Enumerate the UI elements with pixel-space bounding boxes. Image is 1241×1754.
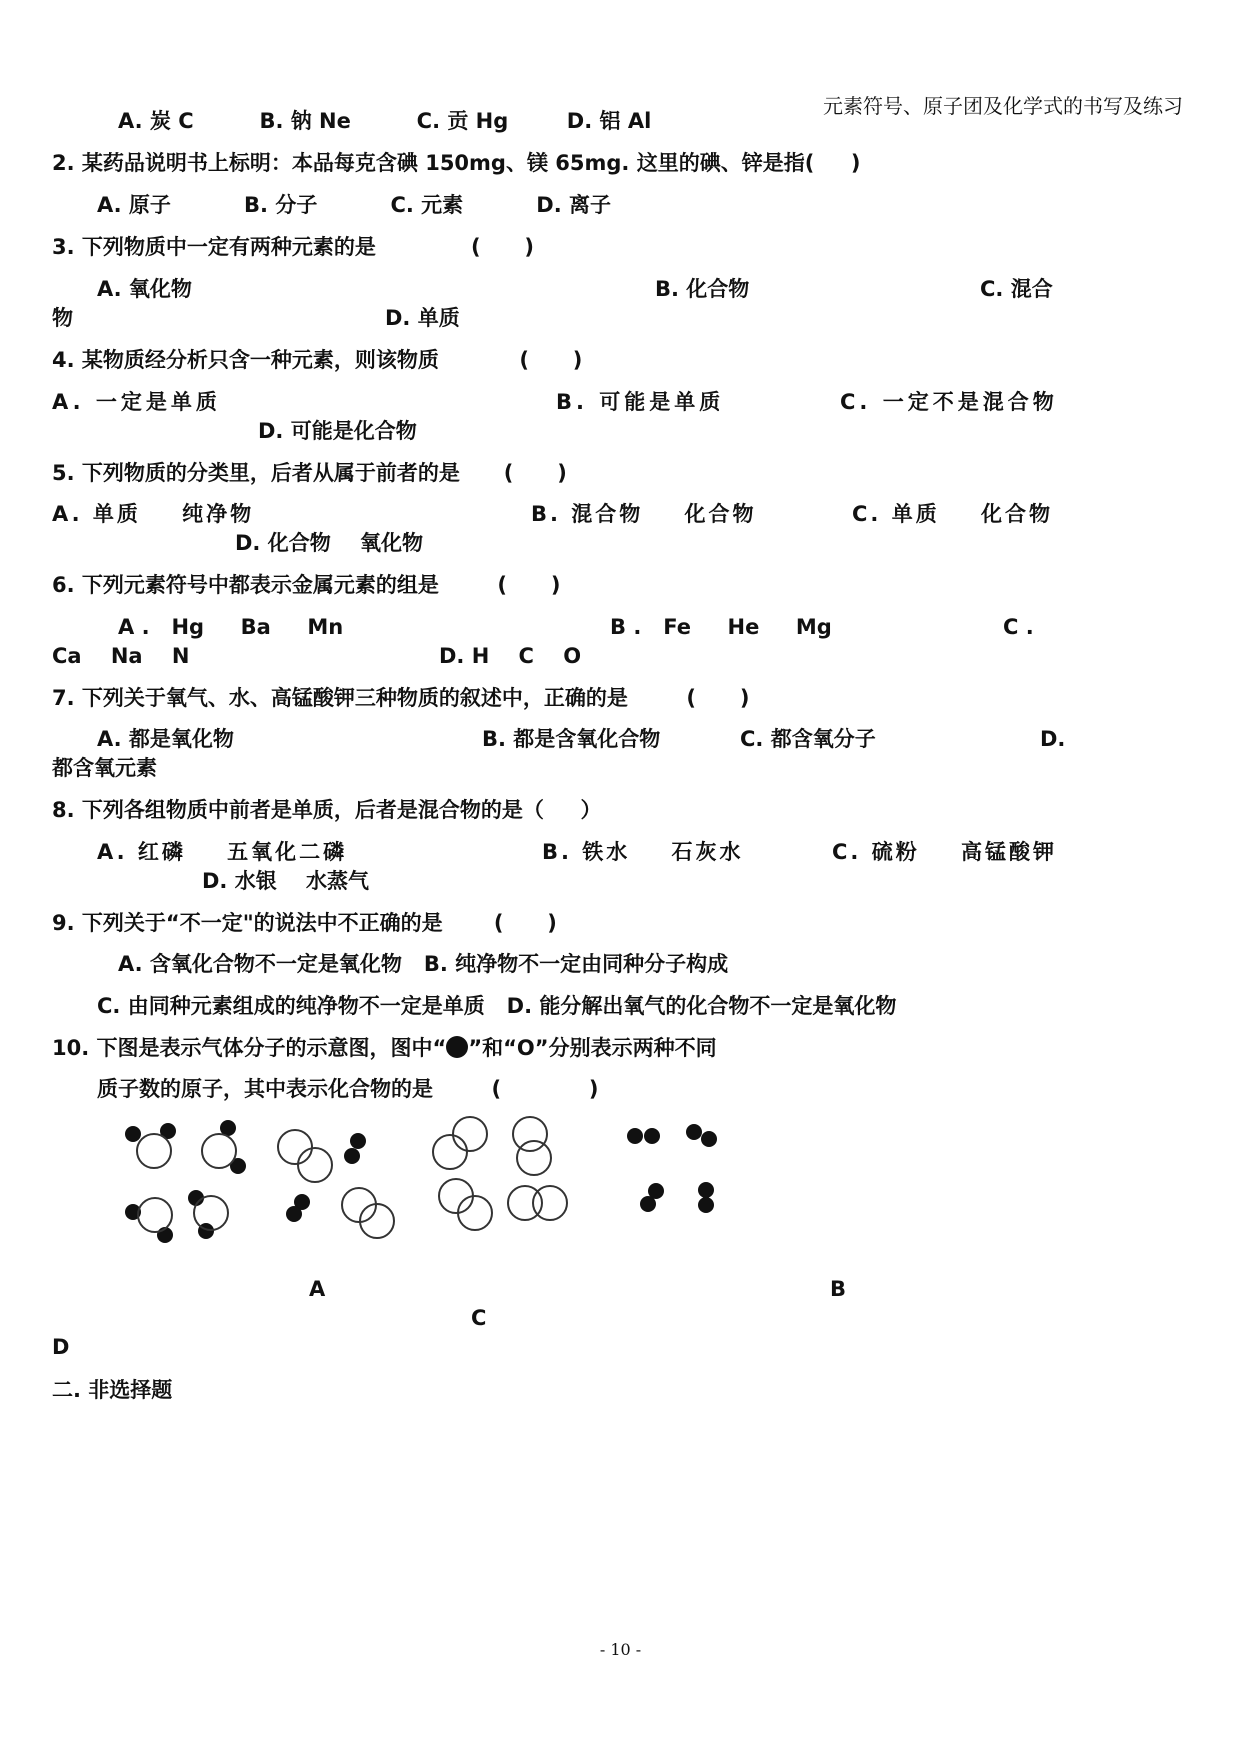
q4-stem: 4. 某物质经分析只含一种元素，则该物质 ( ) (52, 348, 583, 372)
q7-option-d: 都含氧元素 (52, 756, 157, 780)
q3-option-c: C. 混合 (980, 277, 1053, 301)
q6-option-b: B . Fe He Mg (610, 615, 832, 639)
q4-option-d: D. 可能是化合物 (258, 419, 417, 443)
figure-label-b: B (830, 1277, 847, 1301)
q3-option-b: B. 化合物 (655, 277, 750, 301)
q6-option-a: A . Hg Ba Mn (118, 615, 344, 639)
q2-stem: 2. 某药品说明书上标明：本品每克含碘 150mg、镁 65mg. 这里的碘、锌是指( ) (52, 151, 861, 175)
q8-option-b: B. 铁水 石灰水 (542, 840, 744, 864)
q5-stem: 5. 下列物质的分类里，后者从属于前者的是 ( ) (52, 461, 567, 485)
q5-option-b: B. 混合物 化合物 (531, 502, 757, 526)
q8-option-d: D. 水银 水蒸气 (202, 869, 369, 893)
q4-option-a: A. 一定是单质 (52, 390, 221, 414)
q2-options: A. 原子 B. 分子 C. 元素 D. 离子 (97, 193, 611, 217)
q3-option-a: A. 氧化物 (97, 277, 192, 301)
q5-option-d: D. 化合物 氧化物 (235, 531, 423, 555)
q7-option-a: A. 都是氧化物 (97, 727, 234, 751)
q4-option-b: B. 可能是单质 (556, 390, 725, 414)
q10-stem-line2: 质子数的原子，其中表示化合物的是 ( ) (97, 1077, 599, 1101)
q3-option-d: D. 单质 (385, 306, 460, 330)
q3-stem: 3. 下列物质中一定有两种元素的是 ( ) (52, 235, 535, 259)
section-heading: 二. 非选择题 (52, 1378, 173, 1402)
q4-option-c: C. 一定不是混合物 (840, 390, 1058, 414)
q6-option-c: C . (1003, 615, 1034, 639)
q9-options-cd: C. 由同种元素组成的纯净物不一定是单质 D. 能分解出氧气的化合物不一定是氧化物 (97, 994, 897, 1018)
q10-stem-part2: ”和“O”分别表示两种不同 (468, 1036, 717, 1060)
figure-label-a: A (309, 1277, 326, 1301)
q7-option-b: B. 都是含氧化合物 (482, 727, 661, 751)
q6-option-c-wrap: Ca Na N (52, 644, 190, 668)
q6-stem: 6. 下列元素符号中都表示金属元素的组是 ( ) (52, 573, 561, 597)
q1-options: A. 炭 C B. 钠 Ne C. 贡 Hg D. 铝 Al (118, 109, 652, 133)
q10-stem-part1: 10. 下图是表示气体分子的示意图，图中“ (52, 1036, 447, 1060)
q3-option-c-wrap: 物 (52, 306, 73, 330)
page-number: - 10 - (599, 1640, 642, 1659)
q6-option-d: D. H C O (439, 644, 582, 668)
page-header: 元素符号、原子团及化学式的书写及练习 (823, 94, 1183, 118)
q5-option-a: A. 单质 纯净物 (52, 502, 255, 526)
q8-option-a: A. 红磷 五氧化二磷 (97, 840, 348, 864)
figure-label-c: C (471, 1306, 487, 1330)
q8-option-c: C. 硫粉 高锰酸钾 (832, 840, 1057, 864)
figure-label-d: D (52, 1335, 70, 1359)
q8-stem: 8. 下列各组物质中前者是单质，后者是混合物的是（ ） (52, 798, 602, 822)
q7-stem: 7. 下列关于氧气、水、高锰酸钾三种物质的叙述中，正确的是 ( ) (52, 686, 750, 710)
q9-stem: 9. 下列关于“不一定"的说法中不正确的是 ( ) (52, 911, 557, 935)
q5-option-c: C. 单质 化合物 (852, 502, 1053, 526)
q9-options-ab: A. 含氧化合物不一定是氧化物 B. 纯净物不一定由同种分子构成 (118, 952, 729, 976)
q7-option-c: C. 都含氧分子 (740, 727, 876, 751)
q7-option-d-letter: D. (1040, 727, 1066, 751)
